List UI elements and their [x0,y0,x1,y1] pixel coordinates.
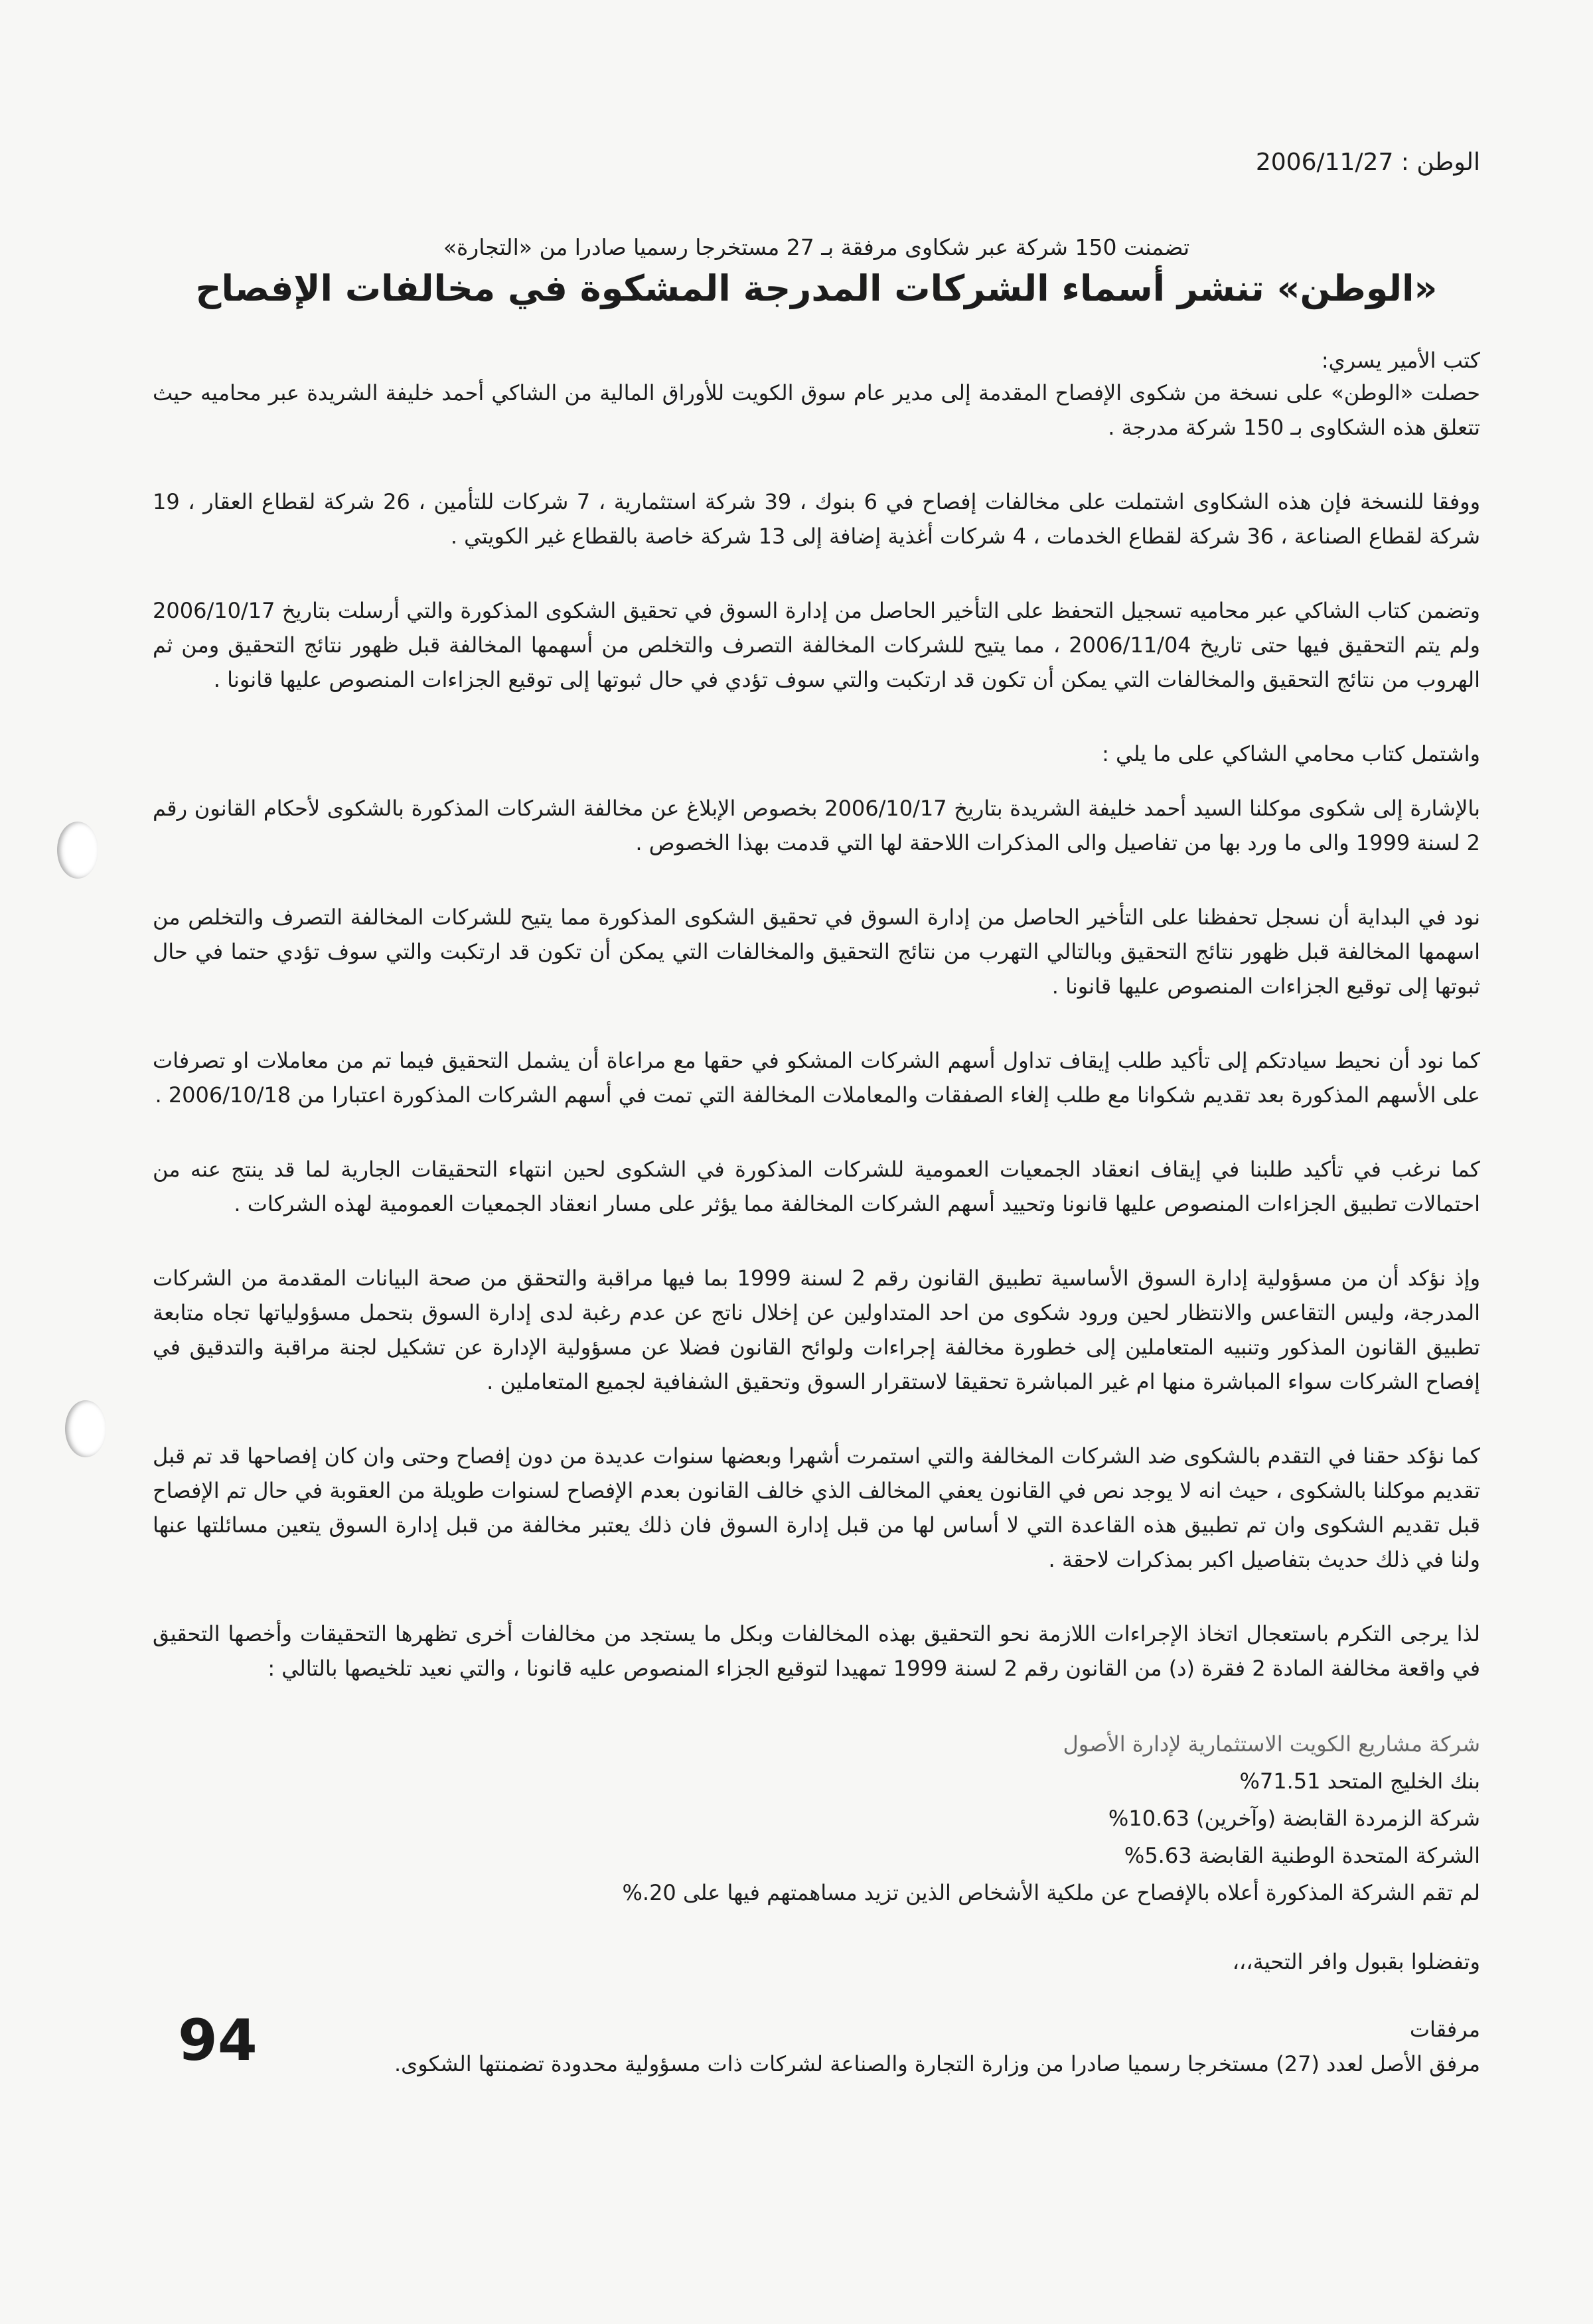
paragraph: كما نرغب في تأكيد طلبنا في إيقاف انعقاد الجمعيات العمومية للشركات المذكورة في الشكوى لحين انتهاء التحقيقات الجارية لما قد ينتج عنه من احتمالات تطبيق الجزاءات المنصوص عليها قانونا وتحييد أسهم الشركات المخالفة مما يؤثر على مسار انعقاد الجمعيات العمومية لهذه الشركات . [153,1157,1480,1216]
paragraph: نود في البداية أن نسجل تحفظنا على التأخير الحاصل من إدارة السوق في تحقيق الشكوى المذكورة مما يتيح للشركات المخالفة التصرف والتخلص من اسهمها المخالفة قبل ظهور نتائج التحقيق وبالتالي التهرب من نتائج التحقيق والمخالفات التي يمكن أن تكون قد ارتكبت والتي سوف تؤدي حتما في حال ثبوتها إلى توقيع الجزاءات المنصوص عليها قانونا . [153,905,1480,999]
ownership-row: شركة الزمردة القابضة (وآخرين) 10.63% [1108,1806,1480,1831]
article-kicker: تضمنت 150 شركة عبر شكاوى مرفقة بـ 27 مستخرجا رسميا صادرا من «التجارة» [443,234,1190,260]
paragraph: كما نؤكد حقنا في التقدم بالشكوى ضد الشركات المخالفة والتي استمرت أشهرا وبعضها سنوات عديدة من دون إفصاح وحتى وان كان إفصاحها قد تم قبل تقديم موكلنا بالشكوى ، حيث انه لا يوجد نص في القانون يعفي المخالف الذي خالف القانون بعدم الإفصاح لسنوات طويلة من العقوبة في حال تم الإفصاح قبل تقديم الشكوى وان تم تطبيق هذه القاعدة التي لا أساس لها من قبل إدارة السوق فان ذلك يعتبر مخالفة من قبل إدارة السوق يتعين مسائلتها عنها ولنا في ذلك حديث بتفاصيل اكبر بمذكرات لاحقة . [153,1443,1480,1572]
paragraph: وإذ نؤكد أن من مسؤولية إدارة السوق الأساسية تطبيق القانون رقم 2 لسنة 1999 بما فيها مراقبة والتحقق من صحة البيانات المقدمة من الشركات المدرجة، وليس التقاعس والانتظار لحين ورود شكوى من احد المتداولين عن إخلال ناتج عن عدم رغبة لدى إدارة السوق بتحمل مسؤولياتها تجاه متابعة تطبيق القانون المذكور وتنبيه المتعاملين إلى خطورة مخالفة إجراءات ولوائح القانون فضلا عن مسؤولية الإدارة عن تشكيل لجنة مراقبة والتدقيق في إفصاح الشركات سواء المباشرة منها ام غير المباشرة تحقيقا لاستقرار السوق وتحقيق الشفافية لجميع المتعاملين . [153,1266,1481,1394]
source-date-line: الوطن : 2006/11/27 [1255,149,1480,176]
ownership-note: لم تقم الشركة المذكورة أعلاه بالإفصاح عن ملكية الأشخاص الذين تزيد مساهمتهم فيها على 20.% [622,1880,1480,1905]
ownership-list [153,1725,1480,1911]
attachments-text: مرفق الأصل لعدد (27) مستخرجا رسميا صادرا من وزارة التجارة والصناعة لشركات ذات مسؤولية محدودة تضمنتها الشكوى. [394,2051,1480,2076]
paragraph: حصلت «الوطن» على نسخة من شكوى الإفصاح المقدمة إلى مدير عام سوق الكويت للأوراق المالية من الشاكي أحمد خليفة الشريدة عبر محاميه حيث تتعلق هذه الشكاوى بـ 150 شركة مدرجة . [153,380,1480,440]
ownership-row: الشركة المتحدة الوطنية القابضة 5.63% [1124,1843,1480,1868]
closing-line: وتفضلوا بقبول وافر التحية،،، [1232,1949,1480,1974]
paragraph: كما نود أن نحيط سيادتكم إلى تأكيد طلب إيقاف تداول أسهم الشركات المشكو في حقها مع مراعاة أن يشمل التحقيق فيما تم من معاملات او تصرفات على الأسهم المذكورة بعد تقديم شكوانا مع طلب إلغاء الصفقات والمعاملات المخالفة التي تمت في أسهم الشركات المذكورة اعتبارا من 2006/10/18 . [153,1048,1480,1108]
ownership-company: شركة مشاريع الكويت الاستثمارية لإدارة الأصول [1063,1731,1480,1757]
article-headline: «الوطن» تنشر أسماء الشركات المدرجة المشكوة في مخالفات الإفصاح [195,267,1438,309]
paragraph: وتضمن كتاب الشاكي عبر محاميه تسجيل التحفظ على التأخير الحاصل من إدارة السوق في تحقيق الشكوى المذكورة والتي أرسلت بتاريخ 2006/10/17 ولم يتم التحقيق فيها حتى تاريخ 2006/11/04 ، مما يتيح للشركات المخالفة التصرف والتخلص من أسهمها المخالفة قبل ظهور نتائج التحقيق ومن ثم الهروب من نتائج التحقيق والمخالفات التي يمكن أن تكون قد ارتكبت والتي سوف تؤدي في حال ثبوتها إلى توقيع الجزاءات المنصوص عليها قانونا . [153,598,1481,692]
attachments-heading: مرفقات [1409,2017,1480,2042]
paragraph: ووفقا للنسخة فإن هذه الشكاوى اشتملت على مخالفات إفصاح في 6 بنوك ، 39 شركة استثمارية ، 7 شركات للتأمين ، 26 شركة لقطاع العقار ، 19 شركة لقطاع الصناعة ، 36 شركة لقطاع الخدمات ، 4 شركات أغذية إضافة إلى 13 شركة خاصة بالقطاع غير الكويتي . [153,489,1481,549]
paragraph: واشتمل كتاب محامي الشاكي على ما يلي : [1102,741,1480,766]
paragraph: بالإشارة إلى شكوى موكلنا السيد أحمد خليفة الشريدة بتاريخ 2006/10/17 بخصوص الإبلاغ عن مخالفة الشركات المذكورة بالشكوى لأحكام القانون رقم 2 لسنة 1999 والى ما ورد بها من تفاصيل والى المذكرات اللاحقة لها التي قدمت بهذا الخصوص . [153,796,1481,855]
attachments [153,2012,1480,2081]
punch-hole [57,822,98,879]
paragraph: لذا يرجى التكرم باستعجال اتخاذ الإجراءات اللازمة نحو التحقيق بهذه المخالفات وبكل ما يستجد من مخالفات أخرى تظهرها التحقيقات وأخصها التحقيق في واقعة مخالفة المادة 2 فقرة (د) من القانون رقم 2 لسنة 1999 تمهيدا لتوقيع الجزاء المنصوص عليه قانونا ، والتي نعيد تلخيصها بالتالي : [153,1621,1480,1681]
byline: كتب الأمير يسري: [1321,348,1480,373]
punch-hole [65,1400,106,1457]
page-number: 94 [178,2007,258,2074]
ownership-row: بنك الخليج المتحد 71.51% [1239,1769,1480,1794]
article [153,146,1480,2081]
